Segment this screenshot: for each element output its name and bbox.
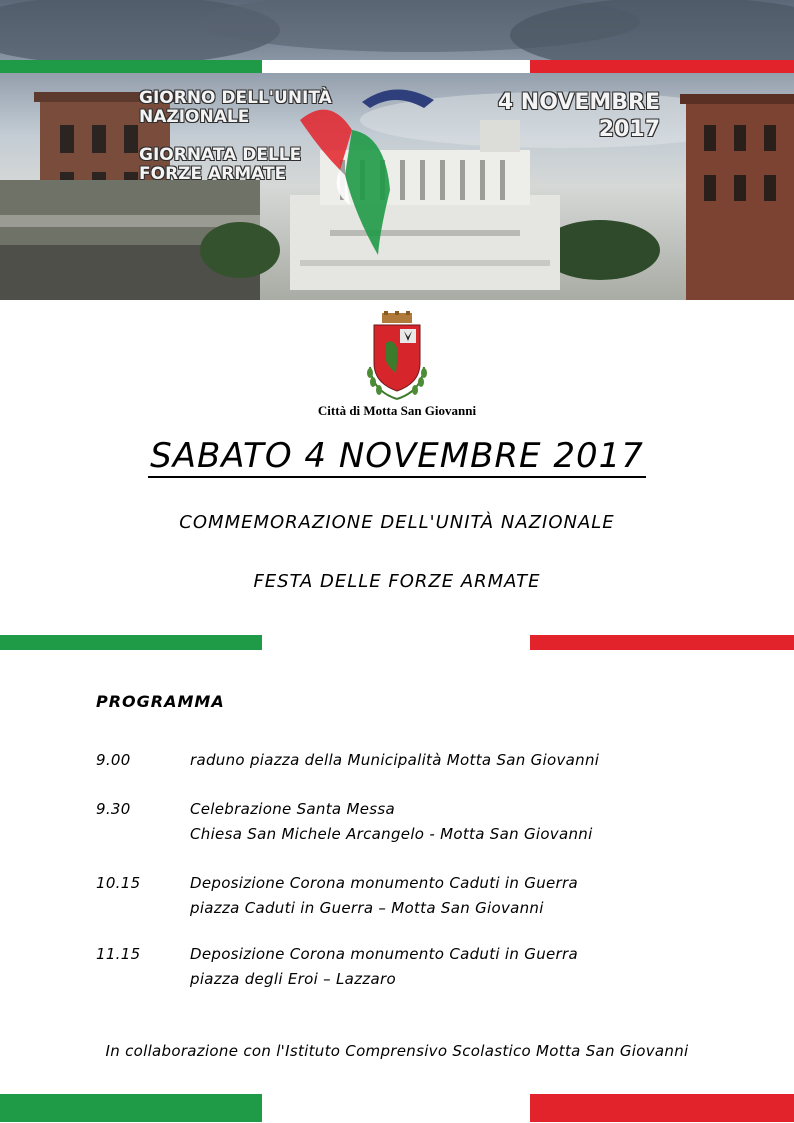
bottom-flag-stripe-red [530, 1094, 794, 1122]
bottom-flag-stripe-green [0, 1094, 262, 1122]
programme-line-location: piazza degli Eroi – Lazzaro [190, 970, 396, 988]
programme-line: Deposizione Corona monumento Caduti in Guerra [190, 874, 578, 892]
programme-line: Deposizione Corona monumento Caduti in Guerra [190, 945, 578, 963]
banner-flag-red [530, 60, 794, 73]
programme-line: Celebrazione Santa Messa [190, 800, 395, 818]
banner-illustration [0, 0, 794, 300]
subtitle-commemoration: COMMEMORAZIONE DELL'UNITÀ NAZIONALE [179, 512, 615, 533]
event-date-heading [0, 436, 794, 476]
banner-flag-white [262, 60, 530, 73]
programme-line-location: piazza Caduti in Guerra – Motta San Giovanni [190, 899, 544, 917]
banner-flag-green [0, 60, 262, 73]
programme-time: 9.00 [96, 751, 131, 769]
programme-time: 11.15 [96, 945, 141, 963]
programme-time: 9.30 [96, 800, 131, 818]
programme-time: 10.15 [96, 874, 141, 892]
header-banner [0, 0, 794, 300]
collaboration-note: In collaborazione con l'Istituto Comprensivo Scolastico Motta San Giovanni [105, 1042, 689, 1060]
flag-stripe-green [0, 635, 262, 650]
programme-line-location: Chiesa San Michele Arcangelo - Motta San Giovanni [190, 825, 593, 843]
event-date-text: SABATO 4 NOVEMBRE 2017 [150, 436, 644, 476]
banner-date-line1: 4 NOVEMBRE [497, 90, 660, 115]
programme-line: raduno piazza della Municipalità Motta San Giovanni [190, 751, 600, 769]
subtitle-armed-forces: FESTA DELLE FORZE ARMATE [253, 571, 541, 592]
banner-date-line2: 2017 [598, 117, 660, 142]
city-name: Città di Motta San Giovanni [317, 403, 477, 418]
banner-title-line1: GIORNO DELL'UNITÀ NAZIONALE [139, 88, 332, 127]
flag-stripe-red [530, 635, 794, 650]
programme-title: PROGRAMMA [96, 692, 225, 711]
banner-title-line2: GIORNATA DELLE FORZE ARMATE [139, 145, 302, 184]
city-crest-icon [364, 311, 430, 403]
